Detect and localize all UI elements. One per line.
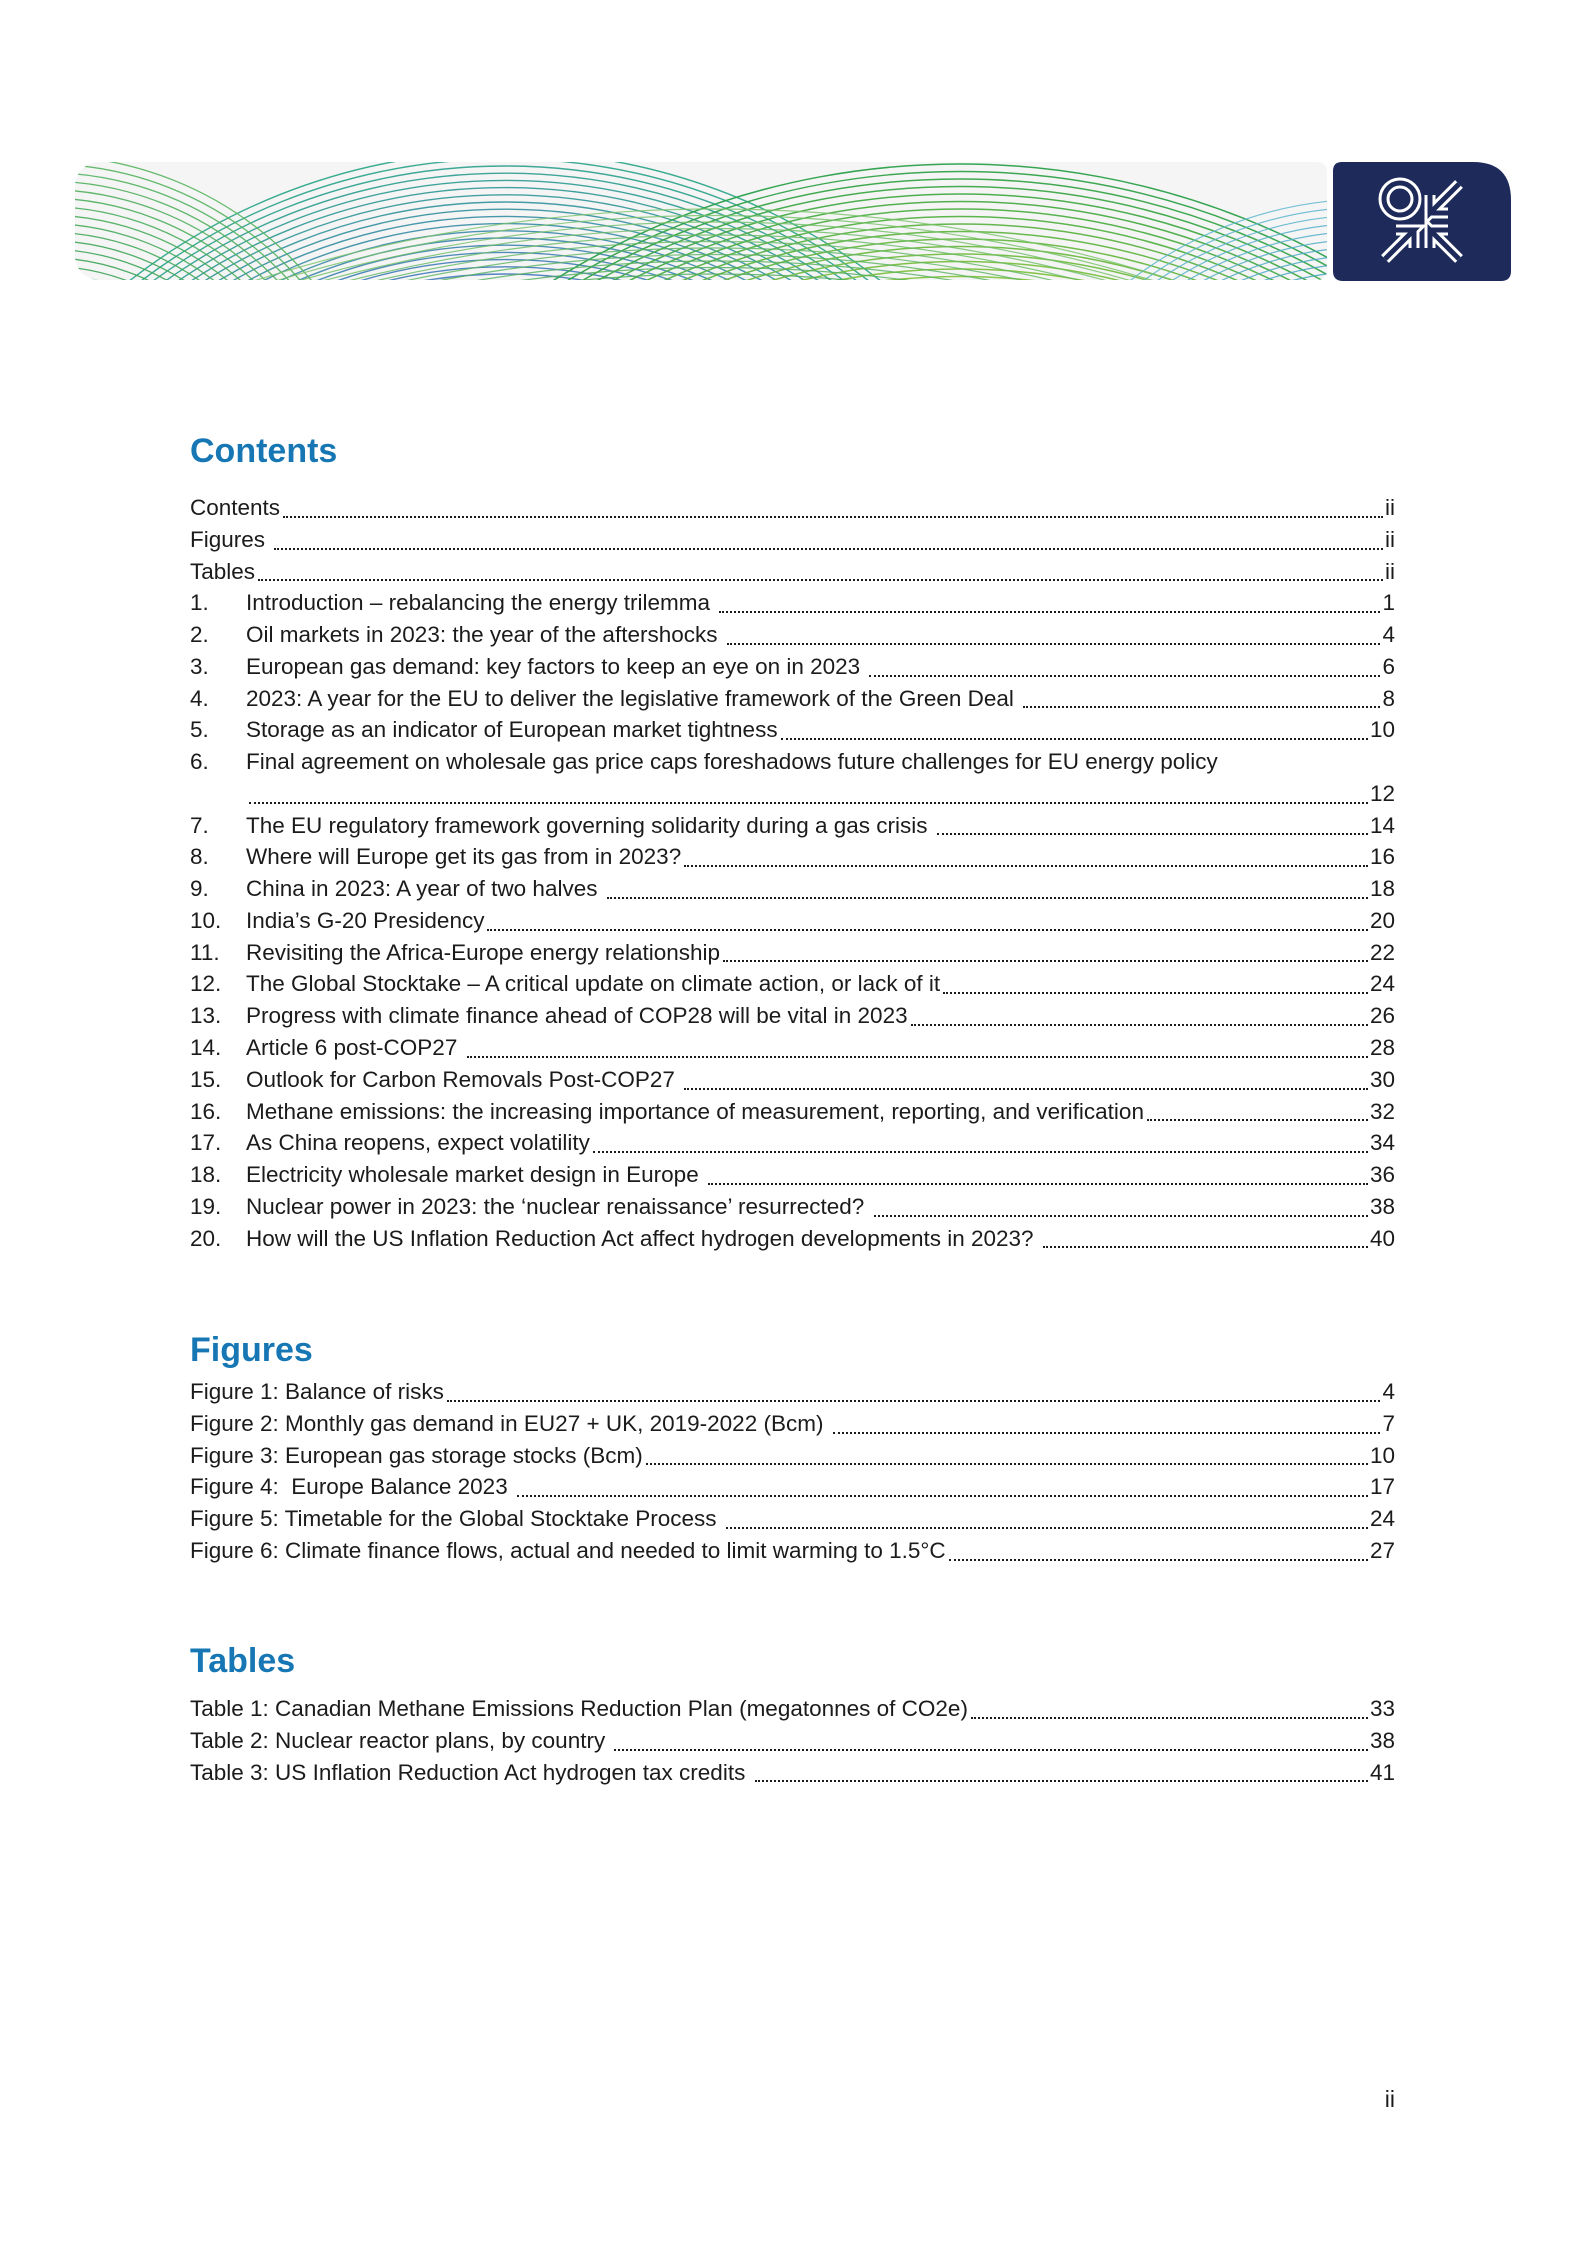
toc-leader-dots — [937, 833, 1368, 835]
toc-entry[interactable] — [190, 841, 1395, 873]
toc-entry-number: 13. — [190, 1003, 222, 1029]
toc-entry-page: 8 — [1382, 685, 1395, 711]
toc-leader-dots — [869, 675, 1380, 677]
toc-entry-title: Storage as an indicator of European market tightness — [246, 717, 778, 743]
toc-entry[interactable] — [190, 1032, 1395, 1064]
toc-entry-number: 4. — [190, 685, 209, 711]
toc-leader-dots — [593, 1151, 1368, 1153]
toc-leader-dots — [727, 643, 1381, 645]
toc-entry-title: China in 2023: A year of two halves — [246, 876, 604, 902]
toc-entry-page: 34 — [1369, 1130, 1395, 1156]
page-footer — [190, 2084, 1395, 2114]
toc-entry[interactable] — [190, 1159, 1395, 1191]
toc-entry-page: 4 — [1382, 1379, 1395, 1404]
toc-entry[interactable] — [190, 619, 1395, 651]
toc-entry-number: 3. — [190, 653, 209, 679]
toc-entry[interactable] — [190, 714, 1395, 746]
toc-entry[interactable] — [190, 1725, 1395, 1757]
toc-entry-title: Nuclear power in 2023: the ‘nuclear renaissance’ resurrected? — [246, 1193, 871, 1219]
toc-entry-title: Outlook for Carbon Removals Post-COP27 — [246, 1066, 682, 1092]
toc-entry-number: 1. — [190, 590, 209, 616]
toc-entry-page: ii — [1385, 495, 1395, 520]
toc-leader-dots — [971, 1717, 1368, 1719]
toc-entry[interactable] — [190, 1693, 1395, 1725]
toc-entry-page: ii — [1385, 558, 1395, 584]
toc-entry-number: 6. — [190, 749, 209, 775]
toc-entry-number: 2. — [190, 622, 209, 648]
toc-entry-page: 22 — [1369, 939, 1395, 965]
toc-leader-dots — [467, 1056, 1368, 1058]
toc-leader-dots — [684, 1088, 1368, 1090]
toc-leader-dots — [911, 1024, 1368, 1026]
toc-entry-number: 9. — [190, 876, 209, 902]
toc-entry-title: European gas demand: key factors to keep an eye on in 2023 — [246, 653, 867, 679]
toc-leader-dots — [943, 992, 1368, 994]
toc-entry[interactable] — [190, 810, 1395, 842]
toc-entry-page: 20 — [1369, 907, 1395, 933]
contents-list — [190, 492, 1395, 1254]
toc-leader-dots — [781, 738, 1368, 740]
toc-entry[interactable] — [190, 1191, 1395, 1223]
toc-leader-dots — [684, 865, 1368, 867]
toc-entry-title: Final agreement on wholesale gas price caps foreshadows future challenges for EU energy policy — [246, 749, 1218, 775]
toc-entry-page: 24 — [1369, 971, 1395, 997]
toc-entry[interactable] — [190, 1471, 1395, 1503]
toc-entry-number: 12. — [190, 971, 222, 997]
toc-entry-number: 8. — [190, 844, 209, 870]
toc-entry-page: 27 — [1369, 1537, 1395, 1563]
toc-leader-dots — [1043, 1246, 1368, 1248]
toc-entry[interactable] — [190, 1440, 1395, 1472]
toc-entry-page: 12 — [1369, 780, 1395, 806]
toc-entry[interactable] — [190, 524, 1395, 556]
page-number: ii — [1384, 2086, 1395, 2112]
toc-entry-page: 33 — [1369, 1696, 1395, 1721]
toc-leader-dots — [833, 1432, 1381, 1434]
toc-content — [190, 0, 1395, 2244]
toc-entry-page: 41 — [1369, 1759, 1395, 1785]
toc-entry-title: Tables — [190, 558, 256, 584]
toc-entry-title: Electricity wholesale market design in Europe — [246, 1162, 705, 1188]
toc-entry-title: The EU regulatory framework governing solidarity during a gas crisis — [246, 812, 934, 838]
toc-entry-number: 16. — [190, 1098, 222, 1124]
toc-entry-title: Figure 2: Monthly gas demand in EU27 + UK, 2019-2022 (Bcm) — [190, 1410, 830, 1436]
toc-leader-dots — [1147, 1119, 1368, 1121]
toc-entry-page: 7 — [1382, 1410, 1395, 1436]
toc-entry-page: 40 — [1369, 1225, 1395, 1251]
toc-leader-dots — [874, 1215, 1368, 1217]
toc-leader-dots — [723, 960, 1368, 962]
toc-entry-title: Revisiting the Africa-Europe energy relationship — [246, 939, 721, 965]
toc-entry-title: Figure 1: Balance of risks — [190, 1379, 444, 1404]
toc-entry-number: 5. — [190, 717, 209, 743]
toc-entry-number: 15. — [190, 1066, 222, 1092]
toc-entry[interactable] — [190, 873, 1395, 905]
toc-entry[interactable] — [190, 651, 1395, 683]
toc-entry[interactable] — [190, 492, 1395, 524]
toc-entry[interactable] — [190, 1408, 1395, 1440]
toc-leader-dots — [274, 548, 1383, 550]
toc-entry-number: 10. — [190, 907, 222, 933]
toc-entry-title: Figures — [190, 526, 272, 552]
toc-entry[interactable] — [190, 905, 1395, 937]
toc-entry[interactable] — [190, 968, 1395, 1000]
toc-entry-title: Methane emissions: the increasing importance of measurement, reporting, and verification — [246, 1098, 1144, 1124]
toc-leader-dots — [607, 897, 1368, 899]
toc-entry-title: Table 2: Nuclear reactor plans, by country — [190, 1727, 612, 1753]
toc-entry-number: 14. — [190, 1035, 222, 1061]
toc-entry-number: 17. — [190, 1130, 222, 1156]
toc-entry[interactable] — [190, 1535, 1395, 1567]
toc-entry[interactable] — [190, 1223, 1395, 1255]
toc-entry-title: Figure 4: Europe Balance 2023 — [190, 1474, 514, 1500]
toc-entry[interactable] — [190, 1000, 1395, 1032]
toc-entry-page: 10 — [1369, 1442, 1395, 1468]
toc-entry-page: 1 — [1382, 590, 1395, 616]
toc-leader-dots — [719, 611, 1380, 613]
toc-entry-number: 11. — [190, 939, 220, 965]
toc-entry[interactable] — [190, 937, 1395, 969]
toc-entry-title: Article 6 post-COP27 — [246, 1035, 464, 1061]
toc-entry-title: As China reopens, expect volatility — [246, 1130, 590, 1156]
toc-entry-title: 2023: A year for the EU to deliver the legislative framework of the Green Deal — [246, 685, 1021, 711]
toc-entry-number — [190, 778, 246, 810]
toc-entry-title: Oil markets in 2023: the year of the aftershocks — [246, 622, 724, 648]
toc-entry-title: How will the US Inflation Reduction Act affect hydrogen developments in 2023? — [246, 1225, 1040, 1251]
toc-entry[interactable] — [190, 1376, 1395, 1408]
toc-entry-title: The Global Stocktake – A critical update on climate action, or lack of it — [246, 971, 941, 997]
toc-entry-title: Introduction – rebalancing the energy trilemma — [246, 590, 717, 616]
toc-entry-page: 6 — [1382, 653, 1395, 679]
toc-entry-page: 10 — [1369, 717, 1395, 743]
toc-entry-title: Table 1: Canadian Methane Emissions Reduction Plan (megatonnes of CO2e) — [190, 1696, 968, 1721]
toc-entry[interactable] — [190, 1096, 1395, 1128]
toc-entry-page: 32 — [1369, 1098, 1395, 1124]
toc-entry-title: Figure 5: Timetable for the Global Stocktake Process — [190, 1506, 723, 1532]
toc-entry-title: Table 3: US Inflation Reduction Act hydrogen tax credits — [190, 1759, 752, 1785]
toc-entry-title: Where will Europe get its gas from in 2023? — [246, 844, 682, 870]
toc-entry[interactable] — [190, 556, 1395, 588]
toc-entry-page: 26 — [1369, 1003, 1395, 1029]
toc-entry-title: Contents — [190, 495, 281, 520]
toc-entry-continuation[interactable] — [190, 778, 1395, 810]
tables-list — [190, 1693, 1395, 1788]
toc-entry[interactable] — [190, 587, 1395, 619]
figures-heading: Figures — [190, 1331, 313, 1369]
contents-heading: Contents — [190, 432, 338, 470]
toc-entry-number: 18. — [190, 1162, 222, 1188]
tables-heading: Tables — [190, 1642, 296, 1680]
toc-entry[interactable] — [190, 1757, 1395, 1789]
toc-entry-page: 38 — [1369, 1727, 1395, 1753]
toc-leader-dots — [755, 1780, 1368, 1782]
toc-leader-dots — [249, 802, 1368, 804]
toc-entry-number: 20. — [190, 1225, 222, 1251]
toc-leader-dots — [708, 1183, 1368, 1185]
toc-entry[interactable] — [190, 1503, 1395, 1535]
toc-entry-page: 36 — [1369, 1162, 1395, 1188]
toc-leader-dots — [646, 1463, 1368, 1465]
toc-leader-dots — [487, 929, 1368, 931]
toc-entry[interactable] — [190, 746, 1395, 778]
toc-entry-title: India’s G-20 Presidency — [246, 907, 485, 933]
toc-leader-dots — [447, 1400, 1381, 1402]
toc-entry-number: 19. — [190, 1193, 222, 1219]
toc-entry-page: 17 — [1369, 1474, 1395, 1500]
toc-entry-page: 28 — [1369, 1035, 1395, 1061]
toc-entry[interactable] — [190, 683, 1395, 715]
toc-leader-dots — [614, 1749, 1368, 1751]
toc-leader-dots — [949, 1559, 1368, 1561]
toc-entry-page: 38 — [1369, 1193, 1395, 1219]
toc-leader-dots — [726, 1527, 1368, 1529]
toc-entry-page: 18 — [1369, 876, 1395, 902]
toc-entry-page: 4 — [1382, 622, 1395, 648]
toc-leader-dots — [517, 1495, 1368, 1497]
toc-entry[interactable] — [190, 1064, 1395, 1096]
toc-entry-page: 14 — [1369, 812, 1395, 838]
toc-entry-number: 7. — [190, 812, 209, 838]
toc-entry-title: Progress with climate finance ahead of COP28 will be vital in 2023 — [246, 1003, 908, 1029]
toc-entry-page: 16 — [1369, 844, 1395, 870]
toc-entry-title: Figure 3: European gas storage stocks (Bcm) — [190, 1442, 643, 1468]
toc-entry-page: 30 — [1369, 1066, 1395, 1092]
toc-leader-dots — [1023, 706, 1380, 708]
toc-leader-dots — [258, 579, 1383, 581]
toc-entry-title: Figure 6: Climate finance flows, actual and needed to limit warming to 1.5°C — [190, 1537, 946, 1563]
toc-entry-page: 24 — [1369, 1506, 1395, 1532]
toc-leader-dots — [283, 516, 1383, 518]
figures-list — [190, 1376, 1395, 1567]
toc-entry[interactable] — [190, 1127, 1395, 1159]
toc-entry-page: ii — [1385, 526, 1395, 552]
